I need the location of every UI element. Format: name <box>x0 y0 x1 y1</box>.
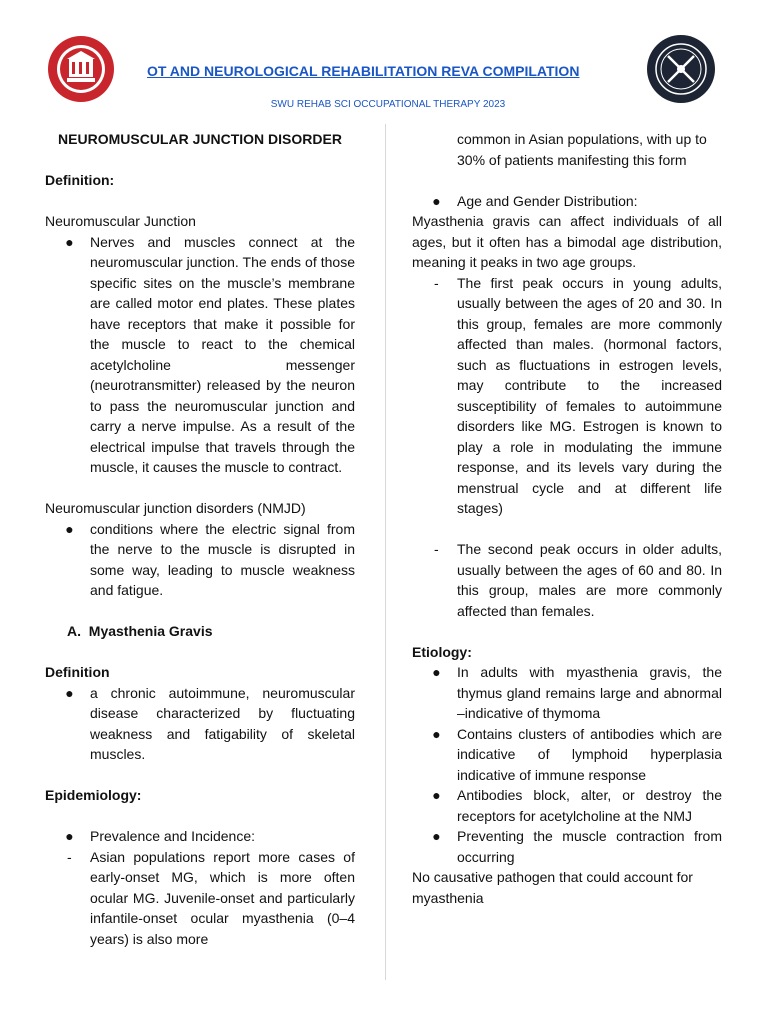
bullet-marker: ● <box>65 233 74 250</box>
asian-populations-text: Asian populations report more cases of early-onset MG, which is more often ocular MG. Juvenile-onset and particularly infantile-onset ocular myasthenia (0–4 years) is also more <box>90 848 355 947</box>
page-header <box>0 0 768 120</box>
bullet-marker: ● <box>65 520 74 537</box>
dash-marker: - <box>434 274 439 291</box>
list-item <box>45 519 355 601</box>
prevalence-label: Prevalence and Incidence: <box>90 828 255 844</box>
document-subtitle: SWU REHAB SCI OCCUPATIONAL THERAPY 2023 <box>270 99 506 110</box>
etiology-item: In adults with myasthenia gravis, the thymus gland remains large and abnormal –indicative of thymoma <box>457 664 722 721</box>
list-item <box>45 847 355 950</box>
etiology-item: Contains clusters of antibodies which are indicative of lymphoid hyperplasia indicative of immune response <box>457 725 722 783</box>
mg-definition: a chronic autoimmune, neuromuscular disease characterized by fluctuating weakness and fatigability of skeletal muscles. <box>90 684 355 762</box>
list-item <box>45 232 355 478</box>
column-divider <box>385 124 386 980</box>
epidemiology-label: Epidemiology: <box>45 787 142 803</box>
list-item <box>45 826 355 847</box>
mg-definition-label: Definition <box>45 664 110 680</box>
etiology-item: Preventing the muscle contraction from occurring <box>457 828 722 865</box>
definition-label: Definition: <box>45 172 115 188</box>
age-gender-label: Age and Gender Distribution: <box>457 192 638 209</box>
document-title[interactable]: OT AND NEUROLOGICAL REHABILITATION REVA COMPILATION <box>147 63 580 79</box>
list-item <box>412 826 722 867</box>
list-item <box>45 683 355 765</box>
nmj-description: Nerves and muscles connect at the neuromuscular junction. The ends of those specific sites on the muscle’s membrane are called motor end plates. These plates have receptors that make it possible for the muscle to react to the chemical acetylcholine messenger (neurotransmitter) released by the neuron to pass the neuromuscular junction and carry a nerve impulse. As a result of the electrical impulse that travels through the muscle, it causes the muscle to contract. <box>90 233 355 475</box>
bullet-marker: ● <box>65 684 74 701</box>
university-seal-icon <box>47 35 115 103</box>
list-item <box>412 129 722 170</box>
second-peak-text: The second peak occurs in older adults, usually between the ages of 60 and 80. In this group, males are more commonly affected than females. <box>457 541 722 619</box>
list-item <box>412 785 722 826</box>
section-marker: A. <box>67 623 81 639</box>
dash-marker: - <box>434 541 439 557</box>
nmjd-description: conditions where the electric signal from the nerve to the muscle is disrupted in some way, leading to muscle weakness and fatigue. <box>90 520 355 598</box>
bullet-marker: ● <box>432 192 441 209</box>
main-heading: NEUROMUSCULAR JUNCTION DISORDER <box>58 131 342 147</box>
section-heading <box>45 621 355 642</box>
bullet-marker: ● <box>432 725 441 742</box>
bullet-marker: ● <box>432 664 441 680</box>
first-peak-text: The first peak occurs in young adults, usually between the ages of 20 and 30. In this group, females are more commonly affected than males. (hormonal factors, such as fluctuations in estrogen levels, may contribute to the increased susceptibility of females to autoimmune disorders like MG. Estrogen is known to play a role in modulating the immune response, and its levels vary during the menstrual cycle and at different life stages) <box>457 274 722 516</box>
bullet-marker: ● <box>65 828 74 844</box>
right-column <box>412 129 722 908</box>
list-item <box>412 662 722 724</box>
left-column <box>45 129 355 949</box>
list-item <box>412 724 722 786</box>
dash-marker: - <box>67 848 72 865</box>
list-item <box>412 273 722 519</box>
closing-text: No causative pathogen that could account for myasthenia <box>412 869 693 906</box>
nmj-label: Neuromuscular Junction <box>45 213 196 229</box>
list-item <box>412 539 722 621</box>
nmjd-label: Neuromuscular junction disorders (NMJD) <box>45 500 306 516</box>
etiology-label: Etiology: <box>412 643 472 660</box>
department-seal-icon <box>646 34 716 104</box>
age-paragraph: Myasthenia gravis can affect individuals of all ages, but it often has a bimodal age distribution, meaning it peaks in two age groups. <box>412 213 722 270</box>
etiology-item: Antibodies block, alter, or destroy the receptors for acetylcholine at the NMJ <box>457 787 722 824</box>
list-item <box>412 191 722 212</box>
bullet-marker: ● <box>432 787 441 803</box>
bullet-marker: ● <box>432 828 441 844</box>
asian-populations-continued: common in Asian populations, with up to 30% of patients manifesting this form <box>457 131 707 168</box>
section-title: Myasthenia Gravis <box>88 623 213 639</box>
